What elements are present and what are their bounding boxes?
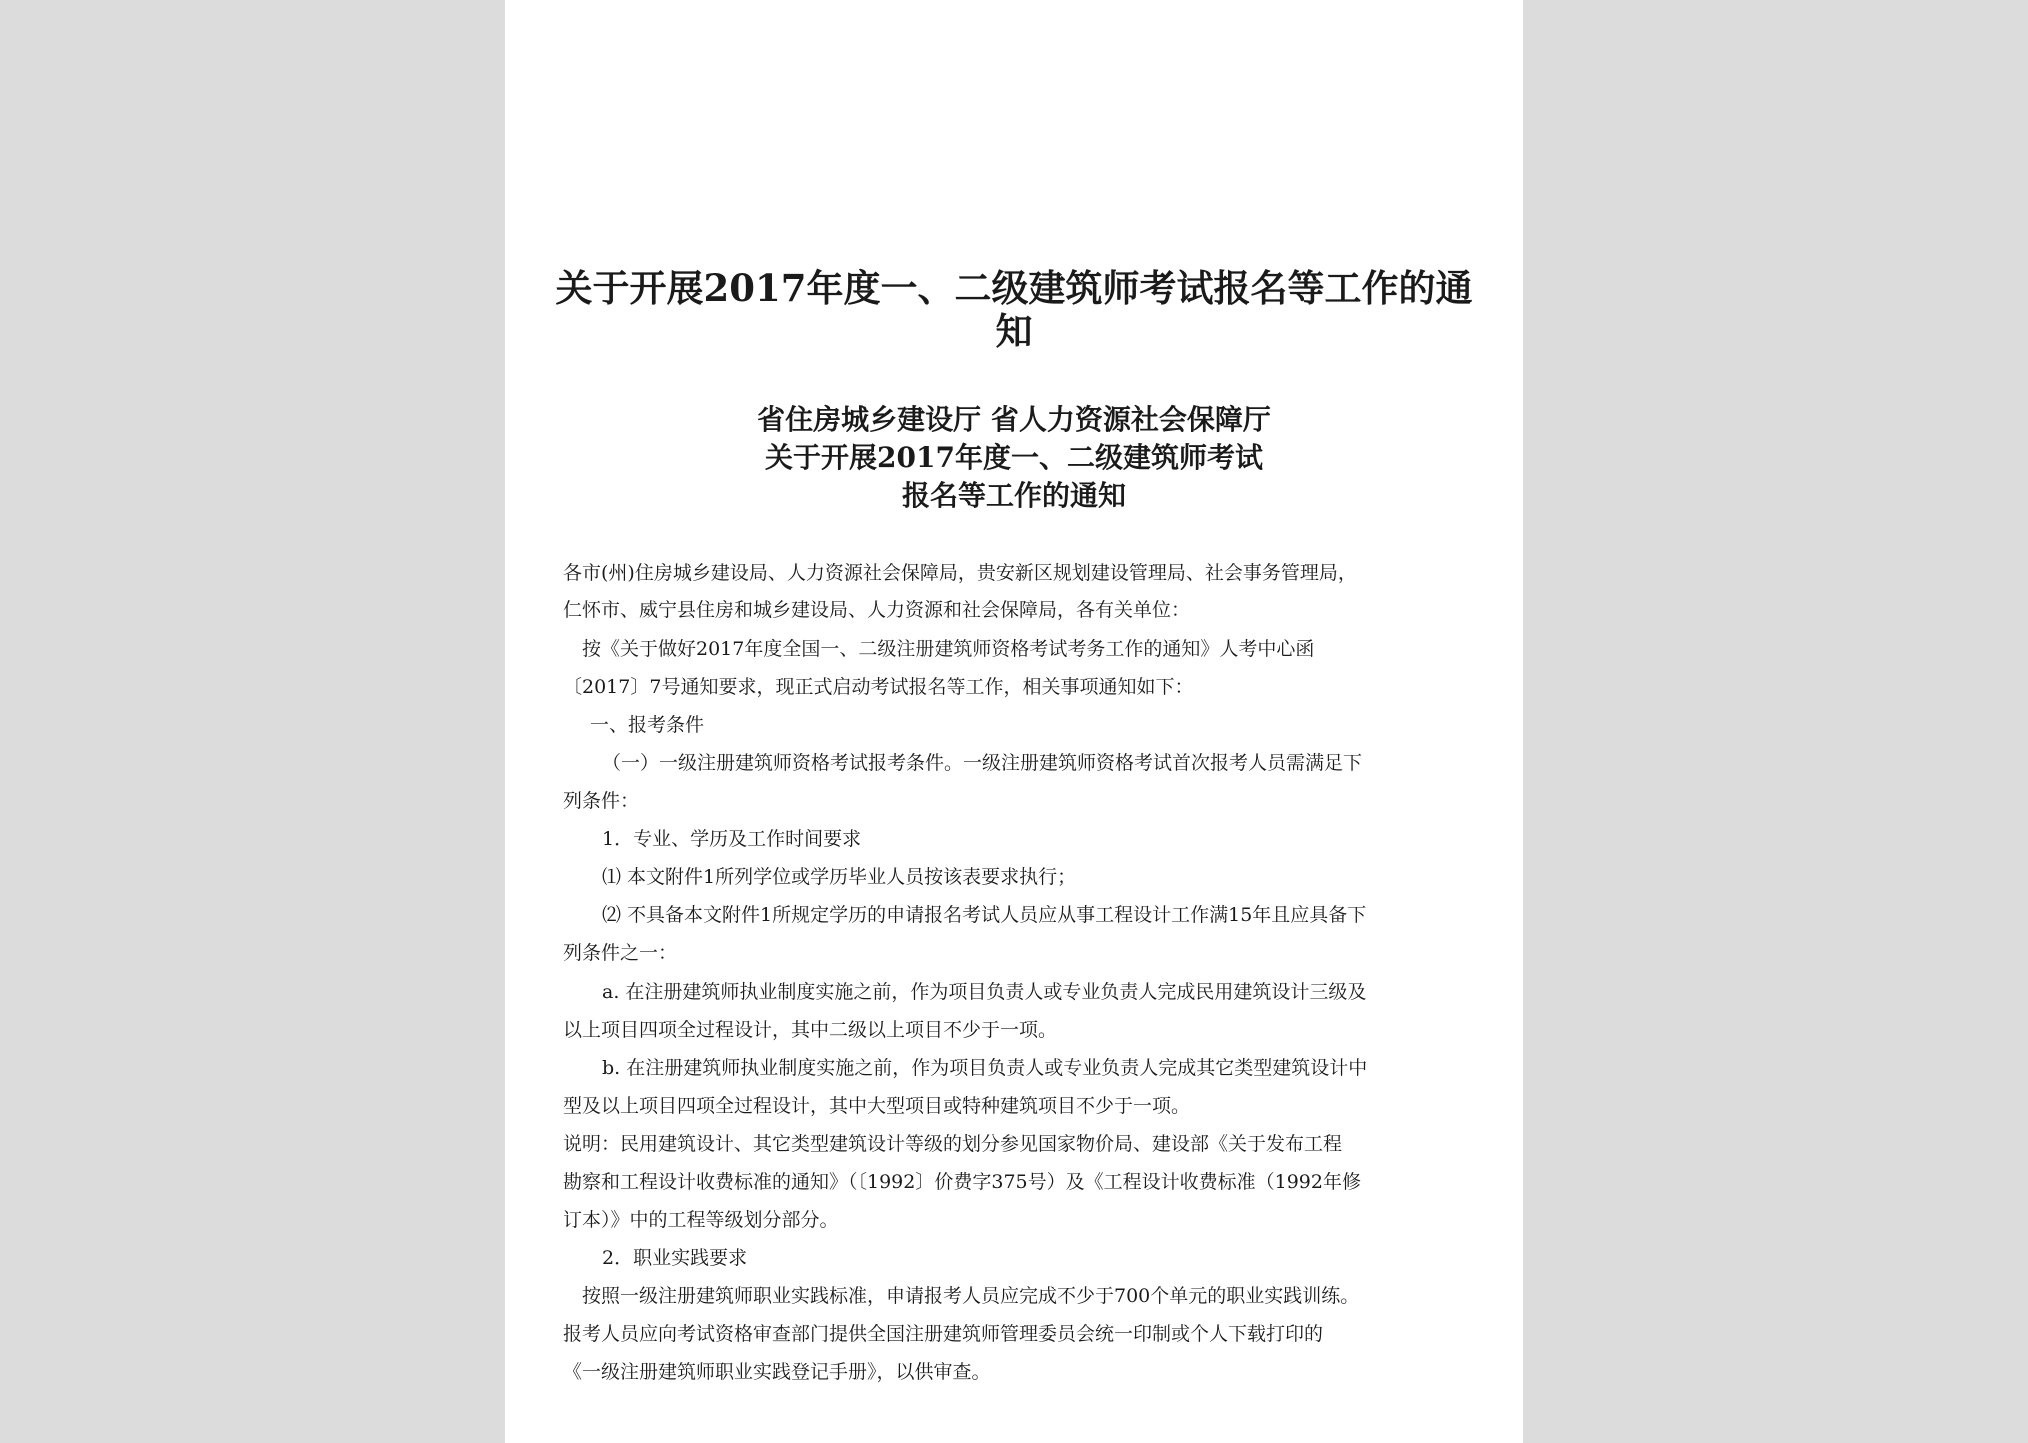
section-heading: 一、报考条件 <box>590 714 705 736</box>
document-page <box>505 0 1523 1443</box>
body-line: ⑴ 本文附件1所列学位或学历毕业人员按该表要求执行； <box>602 866 1077 888</box>
body-line: 报考人员应向考试资格审查部门提供全国注册建筑师管理委员会统一印制或个人下载打印的 <box>563 1323 1324 1345</box>
body-line: 以上项目四项全过程设计，其中二级以上项目不少于一项。 <box>563 1019 1058 1041</box>
note-line: 订本）》中的工程等级划分部分。 <box>563 1209 839 1231</box>
issuer-header-line-2: 关于开展2017年度一、二级建筑师考试 <box>765 441 1263 474</box>
body-line: 〔2017〕7号通知要求，现正式启动考试报名等工作，相关事项通知如下： <box>563 676 1194 698</box>
body-line: 《一级注册建筑师职业实践登记手册》，以供审查。 <box>563 1361 991 1383</box>
body-line: 列条件： <box>563 790 640 812</box>
body-line: 型及以上项目四项全过程设计，其中大型项目或特种建筑项目不少于一项。 <box>563 1095 1191 1117</box>
body-line: 按照一级注册建筑师职业实践标准，申请报考人员应完成不少于700个单元的职业实践训练。 <box>582 1285 1360 1307</box>
subsection-heading: 1．专业、学历及工作时间要求 <box>602 828 862 850</box>
issuer-header-line-3: 报名等工作的通知 <box>901 479 1126 512</box>
note-line: 说明：民用建筑设计、其它类型建筑设计等级的划分参见国家物价局、建设部《关于发布工程 <box>563 1133 1343 1155</box>
issuer-header-line-1: 省住房城乡建设厅 省人力资源社会保障厅 <box>757 403 1271 436</box>
document-title-line-2: 知 <box>995 309 1033 353</box>
document-title-line-1: 关于开展2017年度一、二级建筑师考试报名等工作的通 <box>555 266 1473 310</box>
body-line: a. 在注册建筑师执业制度实施之前，作为项目负责人或专业负责人完成民用建筑设计三级及 <box>602 981 1367 1003</box>
body-line: 仁怀市、威宁县住房和城乡建设局、人力资源和社会保障局，各有关单位： <box>563 599 1191 621</box>
body-line: 列条件之一： <box>563 942 678 964</box>
note-line: 勘察和工程设计收费标准的通知》（〔1992〕价费字375号）及《工程设计收费标准（1992年修 <box>563 1171 1361 1193</box>
subsection-heading: 2．职业实践要求 <box>602 1247 748 1269</box>
body-line: （一）一级注册建筑师资格考试报考条件。一级注册建筑师资格考试首次报考人员需满足下 <box>602 752 1363 774</box>
body-line: 按《关于做好2017年度全国一、二级注册建筑师资格考试考务工作的通知》人考中心函 <box>582 638 1315 660</box>
body-line: 各市(州)住房城乡建设局、人力资源社会保障局，贵安新区规划建设管理局、社会事务管理局， <box>563 562 1357 584</box>
body-line: ⑵ 不具备本文附件1所规定学历的申请报名考试人员应从事工程设计工作满15年且应具备下 <box>602 904 1367 926</box>
body-line: b. 在注册建筑师执业制度实施之前，作为项目负责人或专业负责人完成其它类型建筑设计中 <box>602 1057 1368 1079</box>
